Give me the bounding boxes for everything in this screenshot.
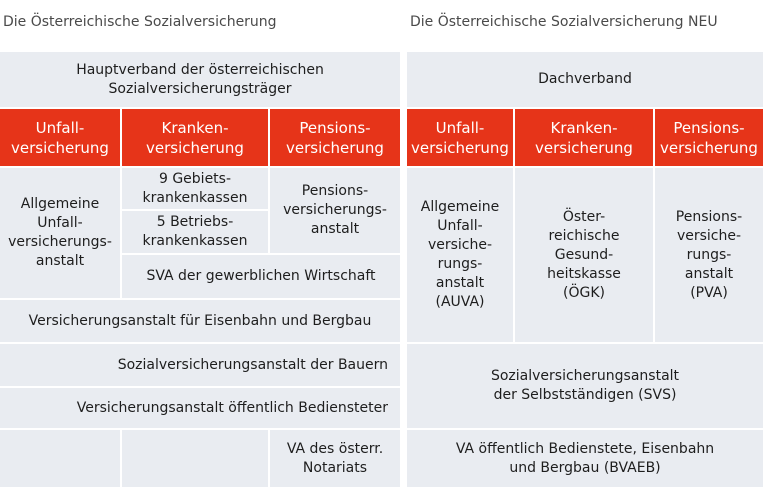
right-category-kranken: Kranken- versicherung — [515, 109, 653, 166]
right-category-pension: Pensions- versicherung — [655, 109, 763, 166]
left-empty-cell-1 — [0, 430, 120, 487]
left-title: Die Österreichische Sozialversicherung — [3, 14, 277, 30]
left-category-pension: Pensions- versicherung — [270, 109, 400, 166]
left-sva-gewerbliche-wirtschaft: SVA der gewerblichen Wirtschaft — [122, 255, 400, 298]
left-empty-cell-2 — [122, 430, 268, 487]
right-auva: Allgemeine Unfall- versiche- rungs- anstalt (AUVA) — [407, 168, 513, 342]
right-category-unfall: Unfall- versicherung — [407, 109, 513, 166]
left-oeffentlich-bedienstete: Versicherungsanstalt öffentlich Bediensteter — [0, 388, 400, 428]
right-title: Die Österreichische Sozialversicherung NEU — [410, 14, 718, 30]
left-category-kranken: Kranken- versicherung — [122, 109, 268, 166]
left-gebietskrankenkassen: 9 Gebiets- krankenkassen — [122, 168, 268, 209]
right-head-dachverband: Dachverband — [407, 52, 763, 107]
left-unfall-anstalt: Allgemeine Unfall- versicherungs- anstalt — [0, 168, 120, 298]
right-pva: Pensions- versiche- rungs- anstalt (PVA) — [655, 168, 763, 342]
left-category-unfall: Unfall- versicherung — [0, 109, 120, 166]
left-eisenbahn-bergbau: Versicherungsanstalt für Eisenbahn und Bergbau — [0, 300, 400, 342]
right-bvaeb: VA öffentlich Bedienstete, Eisenbahn und Bergbau (BVAEB) — [407, 430, 763, 487]
left-betriebskrankenkassen: 5 Betriebs- krankenkassen — [122, 211, 268, 253]
left-head-hauptverband: Hauptverband der österreichischen Sozialversicherungsträger — [0, 52, 400, 107]
right-oegk: Öster- reichische Gesund- heitskasse (ÖGK) — [515, 168, 653, 342]
left-notariat: VA des österr. Notariats — [270, 430, 400, 487]
left-pensionsanstalt: Pensions- versicherungs- anstalt — [270, 168, 400, 253]
left-bauern: Sozialversicherungsanstalt der Bauern — [0, 344, 400, 386]
right-svs: Sozialversicherungsanstalt der Selbstständigen (SVS) — [407, 344, 763, 428]
